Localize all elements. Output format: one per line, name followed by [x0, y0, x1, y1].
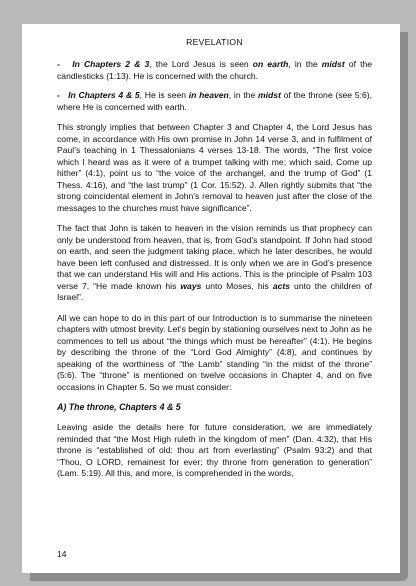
bullet-text: , He is seen [139, 90, 189, 100]
paragraph-text: unto Moses, his [201, 280, 273, 291]
bullet-chapters-4-5 [57, 90, 372, 113]
bullet-emphasis: midst [321, 59, 345, 69]
bullet-emphasis: midst [258, 90, 281, 100]
emphasis-acts: acts [272, 280, 291, 291]
bullet-text: of the throne (see 5:6), where He is concerned with earth. [57, 90, 372, 112]
paragraph-heaven-standpoint [57, 223, 372, 304]
bullet-emphasis: on earth [252, 59, 289, 69]
bullet-lead: In Chapters 4 & 5 [68, 90, 140, 100]
bullet-chapters-2-3 [57, 59, 372, 82]
bullet-dash: - [57, 90, 60, 100]
paragraph-implication: This strongly implies that between Chapter 3 and Chapter 4, the Lord Jesus has come, in accordance with His own promise in John 14 verse 3, and in fulfilment of Paul’s teaching in 1 Thessalonians 4 verses 13-18. The words, “The first voice which I heard was as it were of a trumpet talking with me; which said, Come up hither” (4:1), point us to “the voice of the archangel, and the trump of God” (1 Thess. 4:16), and “the last trump” (1 Cor. 15:52). J. Allen rightly submits that “the strong coincidental element in John’s removal to heaven just after the close of the messages to the churches must have significance”. [57, 122, 372, 213]
paragraph-text: The fact that John is taken to heaven in the vision reminds us that prophecy can only be understood from heaven, that is, from God’s standpoint. If John had stood on earth, and seen the judgment taking place, which he later describes, he would have been left confused and distressed. It is only when we are in God’s presence that we can understand His will and His actions. This is the principle of Psalm 103 verse 7, “He made known his [57, 223, 372, 291]
paragraph-text: unto the children of Israel”. [57, 280, 372, 302]
bullet-text: , in the [228, 90, 259, 100]
book-page [22, 24, 400, 573]
bullet-lead: In Chapters 2 & 3 [72, 59, 150, 69]
bullet-dash: - [57, 59, 60, 69]
bullet-text: , the Lord Jesus is seen [149, 59, 253, 69]
section-heading: A) The throne, Chapters 4 & 5 [57, 402, 181, 412]
paragraph-summary: All we can hope to do in this part of our Introduction is to summarise the nineteen chapters with utmost brevity. Let’s begin by stationing ourselves next to John as he commences to tell us about “the things which must be hereafter” (4:1). He begins by describing the throne of the “Lord God Almighty” (4:8), and continues by speaking of the worthiness of “the Lamb” standing “in the midst of the throne” (5:6). The “throne” is mentioned on twelve occasions in Chapter 4, and on five occasions in Chapter 5. So we must consider: [57, 312, 372, 392]
running-head: REVELATION [186, 37, 243, 47]
paragraph-throne: Leaving aside the details here for future consideration, we are immediately reminded that “the Most High ruleth in the kingdom of men” (Dan. 4:32), that His throne is “established of old: thou art from everlasting” (Psalm 93:2) and that “Thou, O LORD, remainest for ever; thy throne from generation to generation” (Lam. 5:19). All this, and more, is comprehended in the words, [57, 422, 372, 478]
bullet-emphasis: in heaven [188, 90, 229, 100]
emphasis-ways: ways [180, 280, 202, 291]
page-number: 14 [57, 549, 67, 559]
bullet-text: , in the [288, 59, 322, 69]
bullet-text: of the candlesticks (1:13). He is concerned with the church. [57, 59, 373, 81]
